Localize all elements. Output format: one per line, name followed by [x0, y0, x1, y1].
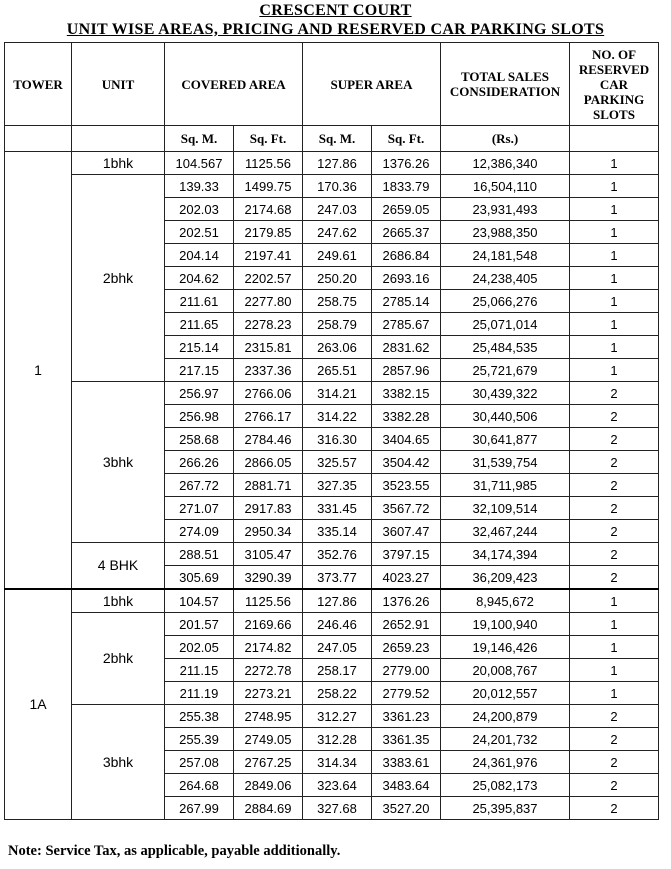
total-sales-cell: 30,439,322 [441, 382, 570, 405]
covered-sq-ft-cell: 2749.05 [234, 728, 303, 751]
covered-sq-m-cell: 255.39 [165, 728, 234, 751]
covered-sq-ft-cell: 2278.23 [234, 313, 303, 336]
covered-sq-m-cell: 104.57 [165, 589, 234, 613]
super-sq-m-cell: 331.45 [303, 497, 372, 520]
parking-slots-cell: 1 [570, 175, 659, 198]
covered-sq-m-cell: 211.19 [165, 682, 234, 705]
super-sq-m-cell: 247.03 [303, 198, 372, 221]
covered-sq-m-cell: 267.72 [165, 474, 234, 497]
total-sales-cell: 24,200,879 [441, 705, 570, 728]
parking-slots-cell: 2 [570, 428, 659, 451]
super-sq-m-cell: 250.20 [303, 267, 372, 290]
covered-sq-ft-cell: 2866.05 [234, 451, 303, 474]
super-sq-ft-cell: 3382.28 [372, 405, 441, 428]
total-sales-cell: 25,071,014 [441, 313, 570, 336]
super-sq-ft-cell: 3607.47 [372, 520, 441, 543]
covered-sq-m-cell: 211.65 [165, 313, 234, 336]
header-covered-area: COVERED AREA [165, 43, 303, 126]
super-sq-ft-cell: 1376.26 [372, 589, 441, 613]
covered-sq-ft-cell: 2174.82 [234, 636, 303, 659]
super-sq-ft-cell: 2779.52 [372, 682, 441, 705]
covered-sq-m-cell: 258.68 [165, 428, 234, 451]
covered-sq-ft-cell: 2202.57 [234, 267, 303, 290]
total-sales-cell: 25,066,276 [441, 290, 570, 313]
parking-slots-cell: 2 [570, 797, 659, 820]
super-sq-ft-cell: 2659.23 [372, 636, 441, 659]
super-sq-m-cell: 263.06 [303, 336, 372, 359]
header-super-area: SUPER AREA [303, 43, 441, 126]
super-sq-ft-cell: 2785.14 [372, 290, 441, 313]
super-sq-ft-cell: 3404.65 [372, 428, 441, 451]
super-sq-m-cell: 314.34 [303, 751, 372, 774]
covered-sq-m-cell: 202.05 [165, 636, 234, 659]
covered-sq-m-cell: 267.99 [165, 797, 234, 820]
covered-sq-ft-cell: 3290.39 [234, 566, 303, 590]
super-sq-ft-cell: 1376.26 [372, 152, 441, 175]
covered-sq-m-cell: 217.15 [165, 359, 234, 382]
service-tax-note: Note: Service Tax, as applicable, payable additionally. [8, 843, 341, 859]
table-row [5, 382, 659, 405]
super-sq-ft-cell: 2779.00 [372, 659, 441, 682]
total-sales-cell: 25,721,679 [441, 359, 570, 382]
parking-slots-cell: 1 [570, 659, 659, 682]
covered-sq-ft-cell: 2917.83 [234, 497, 303, 520]
document-subtitle: UNIT WISE AREAS, PRICING AND RESERVED CAR PARKING SLOTS [66, 21, 605, 38]
parking-slots-cell: 2 [570, 566, 659, 590]
parking-slots-cell: 1 [570, 636, 659, 659]
super-sq-m-cell: 258.17 [303, 659, 372, 682]
super-sq-ft-cell: 2831.62 [372, 336, 441, 359]
super-sq-m-cell: 247.62 [303, 221, 372, 244]
total-sales-cell: 16,504,110 [441, 175, 570, 198]
parking-slots-cell: 1 [570, 152, 659, 175]
covered-sq-m-cell: 104.567 [165, 152, 234, 175]
covered-sq-ft-cell: 2179.85 [234, 221, 303, 244]
total-sales-cell: 30,440,506 [441, 405, 570, 428]
total-sales-cell: 19,146,426 [441, 636, 570, 659]
super-sq-ft-cell: 3361.23 [372, 705, 441, 728]
super-sq-ft-cell: 2686.84 [372, 244, 441, 267]
covered-sq-ft-cell: 1499.75 [234, 175, 303, 198]
units-row [5, 126, 659, 152]
super-sq-ft-cell: 2659.05 [372, 198, 441, 221]
covered-sq-ft-cell: 2766.17 [234, 405, 303, 428]
super-sq-m-cell: 325.57 [303, 451, 372, 474]
covered-sq-ft-cell: 2174.68 [234, 198, 303, 221]
super-sq-m-cell: 335.14 [303, 520, 372, 543]
header-unit: UNIT [72, 43, 165, 126]
pricing-table [4, 42, 659, 820]
covered-sq-ft-cell: 2272.78 [234, 659, 303, 682]
parking-slots-cell: 2 [570, 451, 659, 474]
covered-sq-m-cell: 202.03 [165, 198, 234, 221]
covered-sq-m-cell: 204.62 [165, 267, 234, 290]
super-sq-ft-cell: 1833.79 [372, 175, 441, 198]
total-sales-cell: 8,945,672 [441, 589, 570, 613]
unit-sq-m: Sq. M. [165, 126, 234, 152]
super-sq-m-cell: 373.77 [303, 566, 372, 590]
covered-sq-m-cell: 215.14 [165, 336, 234, 359]
unit-type-cell: 1bhk [72, 152, 165, 175]
super-sq-ft-cell: 2785.67 [372, 313, 441, 336]
covered-sq-m-cell: 264.68 [165, 774, 234, 797]
covered-sq-ft-cell: 2169.66 [234, 613, 303, 636]
units-blank [5, 126, 72, 152]
parking-slots-cell: 2 [570, 474, 659, 497]
table-body [5, 152, 659, 820]
table-row [5, 152, 659, 175]
parking-slots-cell: 1 [570, 221, 659, 244]
total-sales-cell: 24,238,405 [441, 267, 570, 290]
total-sales-cell: 25,395,837 [441, 797, 570, 820]
parking-slots-cell: 2 [570, 520, 659, 543]
total-sales-cell: 31,711,985 [441, 474, 570, 497]
unit-type-cell: 4 BHK [72, 543, 165, 590]
covered-sq-ft-cell: 2273.21 [234, 682, 303, 705]
parking-slots-cell: 2 [570, 751, 659, 774]
covered-sq-m-cell: 271.07 [165, 497, 234, 520]
parking-slots-cell: 1 [570, 290, 659, 313]
covered-sq-m-cell: 266.26 [165, 451, 234, 474]
super-sq-ft-cell: 2857.96 [372, 359, 441, 382]
table-row [5, 705, 659, 728]
parking-slots-cell: 2 [570, 728, 659, 751]
super-sq-m-cell: 314.21 [303, 382, 372, 405]
parking-slots-cell: 1 [570, 198, 659, 221]
total-sales-cell: 32,109,514 [441, 497, 570, 520]
total-sales-cell: 30,641,877 [441, 428, 570, 451]
covered-sq-m-cell: 274.09 [165, 520, 234, 543]
super-sq-m-cell: 258.22 [303, 682, 372, 705]
parking-slots-cell: 1 [570, 613, 659, 636]
covered-sq-ft-cell: 2337.36 [234, 359, 303, 382]
header-parking-slots: NO. OF RESERVED CAR PARKING SLOTS [570, 43, 659, 126]
covered-sq-m-cell: 211.15 [165, 659, 234, 682]
super-sq-ft-cell: 3797.15 [372, 543, 441, 566]
super-sq-m-cell: 312.28 [303, 728, 372, 751]
super-sq-m-cell: 316.30 [303, 428, 372, 451]
unit-type-cell: 3bhk [72, 382, 165, 543]
covered-sq-ft-cell: 2881.71 [234, 474, 303, 497]
parking-slots-cell: 1 [570, 313, 659, 336]
units-blank [72, 126, 165, 152]
total-sales-cell: 32,467,244 [441, 520, 570, 543]
total-sales-cell: 36,209,423 [441, 566, 570, 590]
units-blank [570, 126, 659, 152]
covered-sq-ft-cell: 2884.69 [234, 797, 303, 820]
covered-sq-ft-cell: 2748.95 [234, 705, 303, 728]
table-row [5, 613, 659, 636]
covered-sq-m-cell: 256.98 [165, 405, 234, 428]
total-sales-cell: 19,100,940 [441, 613, 570, 636]
super-sq-m-cell: 127.86 [303, 152, 372, 175]
super-sq-ft-cell: 3523.55 [372, 474, 441, 497]
covered-sq-ft-cell: 2277.80 [234, 290, 303, 313]
super-sq-m-cell: 249.61 [303, 244, 372, 267]
super-sq-ft-cell: 3361.35 [372, 728, 441, 751]
covered-sq-ft-cell: 2849.06 [234, 774, 303, 797]
total-sales-cell: 24,361,976 [441, 751, 570, 774]
total-sales-cell: 24,201,732 [441, 728, 570, 751]
total-sales-cell: 24,181,548 [441, 244, 570, 267]
covered-sq-ft-cell: 2784.46 [234, 428, 303, 451]
parking-slots-cell: 1 [570, 359, 659, 382]
document-title: CRESCENT COURT [259, 2, 412, 19]
parking-slots-cell: 2 [570, 705, 659, 728]
unit-type-cell: 2bhk [72, 175, 165, 382]
parking-slots-cell: 1 [570, 267, 659, 290]
super-sq-ft-cell: 3504.42 [372, 451, 441, 474]
parking-slots-cell: 1 [570, 336, 659, 359]
super-sq-m-cell: 312.27 [303, 705, 372, 728]
super-sq-ft-cell: 2693.16 [372, 267, 441, 290]
unit-sq-ft: Sq. Ft. [372, 126, 441, 152]
super-sq-ft-cell: 2652.91 [372, 613, 441, 636]
covered-sq-m-cell: 201.57 [165, 613, 234, 636]
unit-sq-m: Sq. M. [303, 126, 372, 152]
header-tower: TOWER [5, 43, 72, 126]
super-sq-ft-cell: 3483.64 [372, 774, 441, 797]
total-sales-cell: 20,008,767 [441, 659, 570, 682]
total-sales-cell: 31,539,754 [441, 451, 570, 474]
super-sq-m-cell: 127.86 [303, 589, 372, 613]
covered-sq-ft-cell: 2950.34 [234, 520, 303, 543]
covered-sq-ft-cell: 2315.81 [234, 336, 303, 359]
table-row [5, 175, 659, 198]
parking-slots-cell: 1 [570, 589, 659, 613]
super-sq-m-cell: 247.05 [303, 636, 372, 659]
parking-slots-cell: 1 [570, 682, 659, 705]
super-sq-m-cell: 265.51 [303, 359, 372, 382]
total-sales-cell: 34,174,394 [441, 543, 570, 566]
super-sq-ft-cell: 3527.20 [372, 797, 441, 820]
unit-type-cell: 3bhk [72, 705, 165, 820]
covered-sq-m-cell: 202.51 [165, 221, 234, 244]
total-sales-cell: 25,484,535 [441, 336, 570, 359]
covered-sq-ft-cell: 2197.41 [234, 244, 303, 267]
super-sq-m-cell: 352.76 [303, 543, 372, 566]
total-sales-cell: 23,988,350 [441, 221, 570, 244]
super-sq-ft-cell: 2665.37 [372, 221, 441, 244]
unit-type-cell: 2bhk [72, 613, 165, 705]
super-sq-m-cell: 323.64 [303, 774, 372, 797]
parking-slots-cell: 2 [570, 382, 659, 405]
covered-sq-m-cell: 305.69 [165, 566, 234, 590]
covered-sq-ft-cell: 2766.06 [234, 382, 303, 405]
covered-sq-ft-cell: 3105.47 [234, 543, 303, 566]
super-sq-m-cell: 327.35 [303, 474, 372, 497]
super-sq-m-cell: 258.79 [303, 313, 372, 336]
total-sales-cell: 25,082,173 [441, 774, 570, 797]
super-sq-ft-cell: 4023.27 [372, 566, 441, 590]
table-row [5, 543, 659, 566]
tower-cell: 1A [5, 589, 72, 820]
total-sales-cell: 20,012,557 [441, 682, 570, 705]
covered-sq-m-cell: 204.14 [165, 244, 234, 267]
covered-sq-ft-cell: 2767.25 [234, 751, 303, 774]
covered-sq-m-cell: 211.61 [165, 290, 234, 313]
covered-sq-m-cell: 288.51 [165, 543, 234, 566]
super-sq-m-cell: 170.36 [303, 175, 372, 198]
super-sq-ft-cell: 3382.15 [372, 382, 441, 405]
unit-type-cell: 1bhk [72, 589, 165, 613]
parking-slots-cell: 2 [570, 543, 659, 566]
covered-sq-ft-cell: 1125.56 [234, 152, 303, 175]
covered-sq-m-cell: 139.33 [165, 175, 234, 198]
total-sales-cell: 12,386,340 [441, 152, 570, 175]
super-sq-m-cell: 314.22 [303, 405, 372, 428]
super-sq-m-cell: 258.75 [303, 290, 372, 313]
unit-sq-ft: Sq. Ft. [234, 126, 303, 152]
parking-slots-cell: 2 [570, 405, 659, 428]
header-total-sales: TOTAL SALES CONSIDERATION [441, 43, 570, 126]
table-row [5, 589, 659, 613]
total-sales-cell: 23,931,493 [441, 198, 570, 221]
super-sq-ft-cell: 3383.61 [372, 751, 441, 774]
covered-sq-m-cell: 255.38 [165, 705, 234, 728]
covered-sq-m-cell: 257.08 [165, 751, 234, 774]
super-sq-m-cell: 246.46 [303, 613, 372, 636]
header-row [5, 43, 659, 126]
super-sq-m-cell: 327.68 [303, 797, 372, 820]
parking-slots-cell: 2 [570, 497, 659, 520]
super-sq-ft-cell: 3567.72 [372, 497, 441, 520]
tower-cell: 1 [5, 152, 72, 590]
parking-slots-cell: 2 [570, 774, 659, 797]
covered-sq-ft-cell: 1125.56 [234, 589, 303, 613]
unit-rs: (Rs.) [441, 126, 570, 152]
covered-sq-m-cell: 256.97 [165, 382, 234, 405]
parking-slots-cell: 1 [570, 244, 659, 267]
